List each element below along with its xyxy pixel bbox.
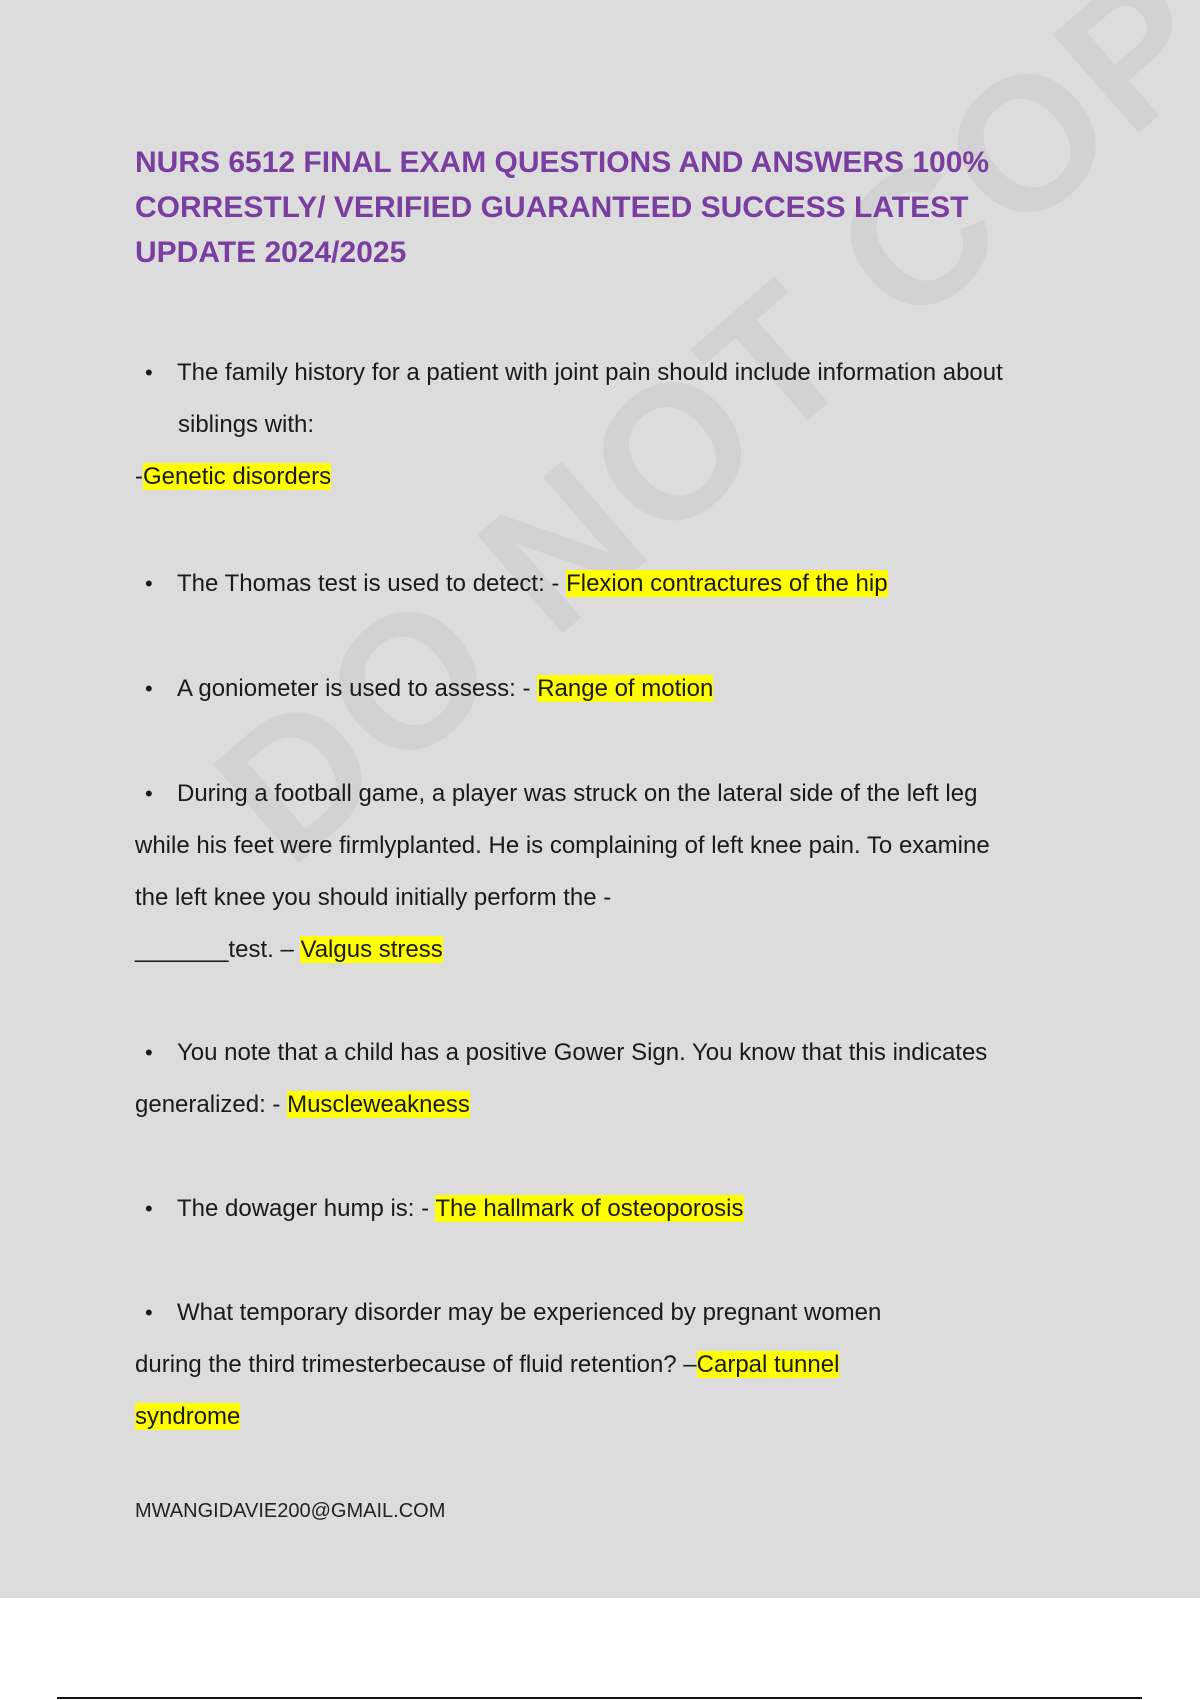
bullet-icon: • <box>145 781 153 806</box>
answer-highlight: Valgus stress <box>300 936 443 963</box>
answer-highlight: Genetic disorders <box>143 463 332 490</box>
question-item <box>135 347 1100 503</box>
bullet-icon: • <box>145 1300 153 1325</box>
question-text: siblings with: <box>178 411 315 438</box>
question-item <box>135 768 1100 976</box>
question-text: You note that a child has a positive Gower Sign. You know that this indicates <box>177 1039 988 1066</box>
question-text: The dowager hump is: - <box>177 1195 436 1222</box>
answer-highlight: Muscleweakness <box>287 1091 470 1118</box>
question-item <box>145 558 1100 610</box>
question-text: generalized: - <box>135 1091 288 1118</box>
question-text: The family history for a patient with joint pain should include information about <box>177 359 1003 386</box>
document-title: NURS 6512 FINAL EXAM QUESTIONS AND ANSWERS 100% CORRESTLY/ VERIFIED GUARANTEED SUCCESS LATEST UPDATE 2024/2025 <box>135 146 990 269</box>
question-text: _______test. – <box>135 936 301 963</box>
question-item <box>135 1287 1100 1443</box>
bullet-icon: • <box>145 571 153 596</box>
answer-highlight: Carpal tunnel <box>696 1351 840 1378</box>
answer-highlight: The hallmark of osteoporosis <box>435 1195 744 1222</box>
question-text: During a football game, a player was struck on the lateral side of the left leg <box>177 780 978 807</box>
question-text: the left knee you should initially perform the - <box>135 884 612 911</box>
question-item <box>145 663 1100 715</box>
page-bottom-rule <box>57 1697 1142 1699</box>
question-text: during the third trimesterbecause of fluid retention? – <box>135 1351 697 1378</box>
answer-highlight: Range of motion <box>537 675 714 702</box>
bullet-icon: • <box>145 360 153 385</box>
question-item <box>145 1183 1100 1235</box>
answer-highlight: Flexion contractures of the hip <box>566 570 888 597</box>
bullet-icon: • <box>145 1040 153 1065</box>
bullet-icon: • <box>145 1196 153 1221</box>
answer-highlight: syndrome <box>135 1403 241 1430</box>
answer-prefix: - <box>135 463 143 490</box>
question-item <box>135 1027 1100 1131</box>
footer-email: MWANGIDAVIE200@GMAIL.COM <box>135 1500 446 1522</box>
question-text: while his feet were firmlyplanted. He is complaining of left knee pain. To examine <box>135 832 990 859</box>
question-text: The Thomas test is used to detect: - <box>177 570 567 597</box>
question-text: What temporary disorder may be experienced by pregnant women <box>177 1299 882 1326</box>
question-text: A goniometer is used to assess: - <box>177 675 538 702</box>
bullet-icon: • <box>145 676 153 701</box>
